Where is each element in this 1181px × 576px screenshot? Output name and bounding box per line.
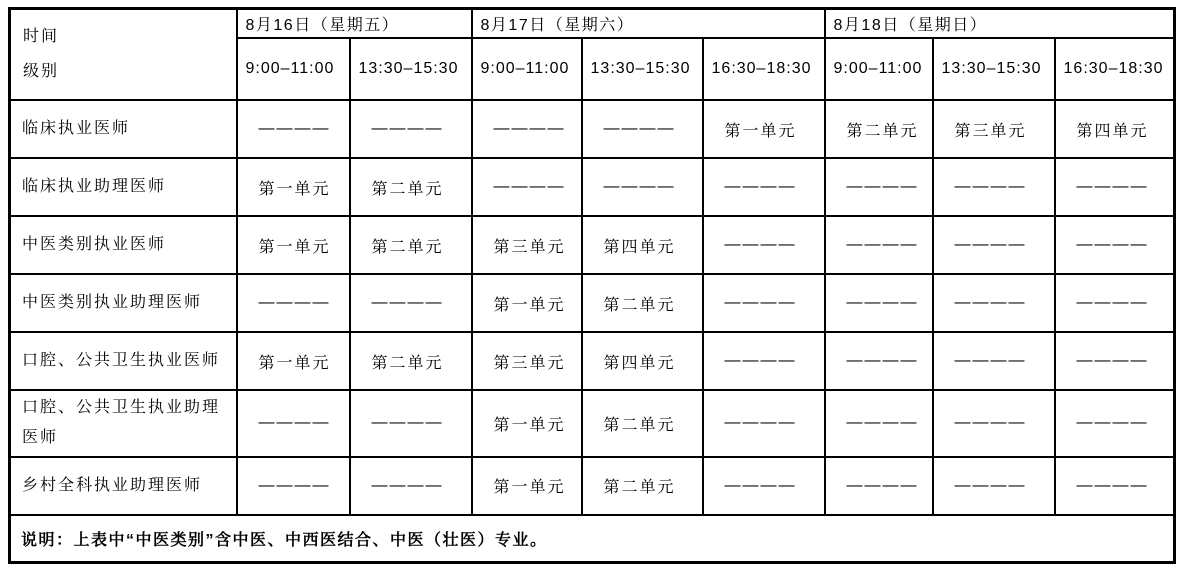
schedule-cell: ———— [237, 457, 350, 515]
schedule-cell: ———— [933, 274, 1055, 332]
schedule-cell: ———— [933, 332, 1055, 390]
schedule-cell: ———— [1055, 457, 1175, 515]
table-row [10, 274, 1175, 332]
time-header: 13:30–15:30 [582, 38, 703, 100]
time-header: 9:00–11:00 [237, 38, 350, 100]
schedule-cell: 第二单元 [582, 390, 703, 457]
schedule-cell: 第三单元 [472, 332, 582, 390]
schedule-cell: 第二单元 [350, 158, 472, 216]
schedule-cell: ———— [582, 100, 703, 158]
schedule-cell: ———— [703, 390, 825, 457]
corner-label-level: 级别 [23, 62, 60, 80]
schedule-cell: ———— [237, 390, 350, 457]
schedule-cell: ———— [703, 158, 825, 216]
schedule-cell: ———— [1055, 216, 1175, 274]
table-row [10, 158, 1175, 216]
schedule-cell: 第二单元 [582, 457, 703, 515]
schedule-cell: ———— [825, 390, 933, 457]
schedule-cell: 第一单元 [472, 390, 582, 457]
schedule-cell: ———— [237, 274, 350, 332]
schedule-cell: 第一单元 [703, 100, 825, 158]
row-label: 口腔、公共卫生执业助理医师 [10, 390, 237, 457]
table-row [10, 390, 1175, 457]
corner-cell [10, 9, 237, 101]
schedule-cell: 第四单元 [582, 216, 703, 274]
note-row [10, 515, 1175, 563]
row-label: 临床执业助理医师 [10, 158, 237, 216]
time-header: 16:30–18:30 [1055, 38, 1175, 100]
schedule-cell: ———— [350, 100, 472, 158]
schedule-cell: 第四单元 [1055, 100, 1175, 158]
schedule-cell: 第二单元 [350, 216, 472, 274]
table-note: 说明：上表中“中医类别”含中医、中西医结合、中医（壮医）专业。 [10, 515, 1175, 563]
day-header-aug18: 8月18日（星期日） [825, 9, 1175, 39]
time-header: 13:30–15:30 [933, 38, 1055, 100]
schedule-cell: 第四单元 [582, 332, 703, 390]
row-label: 临床执业医师 [10, 100, 237, 158]
schedule-cell: ———— [1055, 274, 1175, 332]
schedule-cell: ———— [825, 158, 933, 216]
time-header: 9:00–11:00 [472, 38, 582, 100]
table-row [10, 216, 1175, 274]
schedule-cell: ———— [825, 274, 933, 332]
table-row [10, 457, 1175, 515]
row-label: 乡村全科执业助理医师 [10, 457, 237, 515]
schedule-cell: ———— [703, 274, 825, 332]
time-header: 16:30–18:30 [703, 38, 825, 100]
schedule-cell: ———— [933, 390, 1055, 457]
day-header-aug16: 8月16日（星期五） [237, 9, 472, 39]
schedule-cell: ———— [582, 158, 703, 216]
row-label: 中医类别执业医师 [10, 216, 237, 274]
table-row [10, 100, 1175, 158]
row-label: 中医类别执业助理医师 [10, 274, 237, 332]
day-header-row [10, 9, 1175, 39]
schedule-cell: 第一单元 [237, 332, 350, 390]
schedule-cell: ———— [350, 274, 472, 332]
schedule-cell: ———— [1055, 158, 1175, 216]
schedule-cell: ———— [825, 457, 933, 515]
schedule-cell: ———— [1055, 390, 1175, 457]
schedule-cell: ———— [933, 158, 1055, 216]
schedule-cell: ———— [825, 216, 933, 274]
schedule-cell: 第二单元 [825, 100, 933, 158]
schedule-cell: ———— [825, 332, 933, 390]
schedule-cell: ———— [350, 457, 472, 515]
schedule-cell: 第一单元 [472, 457, 582, 515]
schedule-cell: ———— [933, 216, 1055, 274]
schedule-cell: 第三单元 [472, 216, 582, 274]
schedule-cell: ———— [472, 100, 582, 158]
schedule-cell: ———— [703, 216, 825, 274]
table-row [10, 332, 1175, 390]
schedule-cell: ———— [237, 100, 350, 158]
schedule-cell: 第一单元 [237, 158, 350, 216]
schedule-cell: ———— [1055, 332, 1175, 390]
schedule-cell: ———— [472, 158, 582, 216]
schedule-cell: ———— [933, 457, 1055, 515]
day-header-aug17: 8月17日（星期六） [472, 9, 825, 39]
schedule-cell: ———— [350, 390, 472, 457]
time-header: 9:00–11:00 [825, 38, 933, 100]
schedule-cell: 第二单元 [350, 332, 472, 390]
schedule-cell: 第三单元 [933, 100, 1055, 158]
schedule-cell: ———— [703, 457, 825, 515]
schedule-cell: 第一单元 [472, 274, 582, 332]
row-label: 口腔、公共卫生执业医师 [10, 332, 237, 390]
schedule-cell: 第二单元 [582, 274, 703, 332]
schedule-cell: 第一单元 [237, 216, 350, 274]
schedule-cell: ———— [703, 332, 825, 390]
time-header: 13:30–15:30 [350, 38, 472, 100]
exam-schedule-table [8, 7, 1176, 564]
corner-label-time: 时间 [23, 28, 60, 46]
